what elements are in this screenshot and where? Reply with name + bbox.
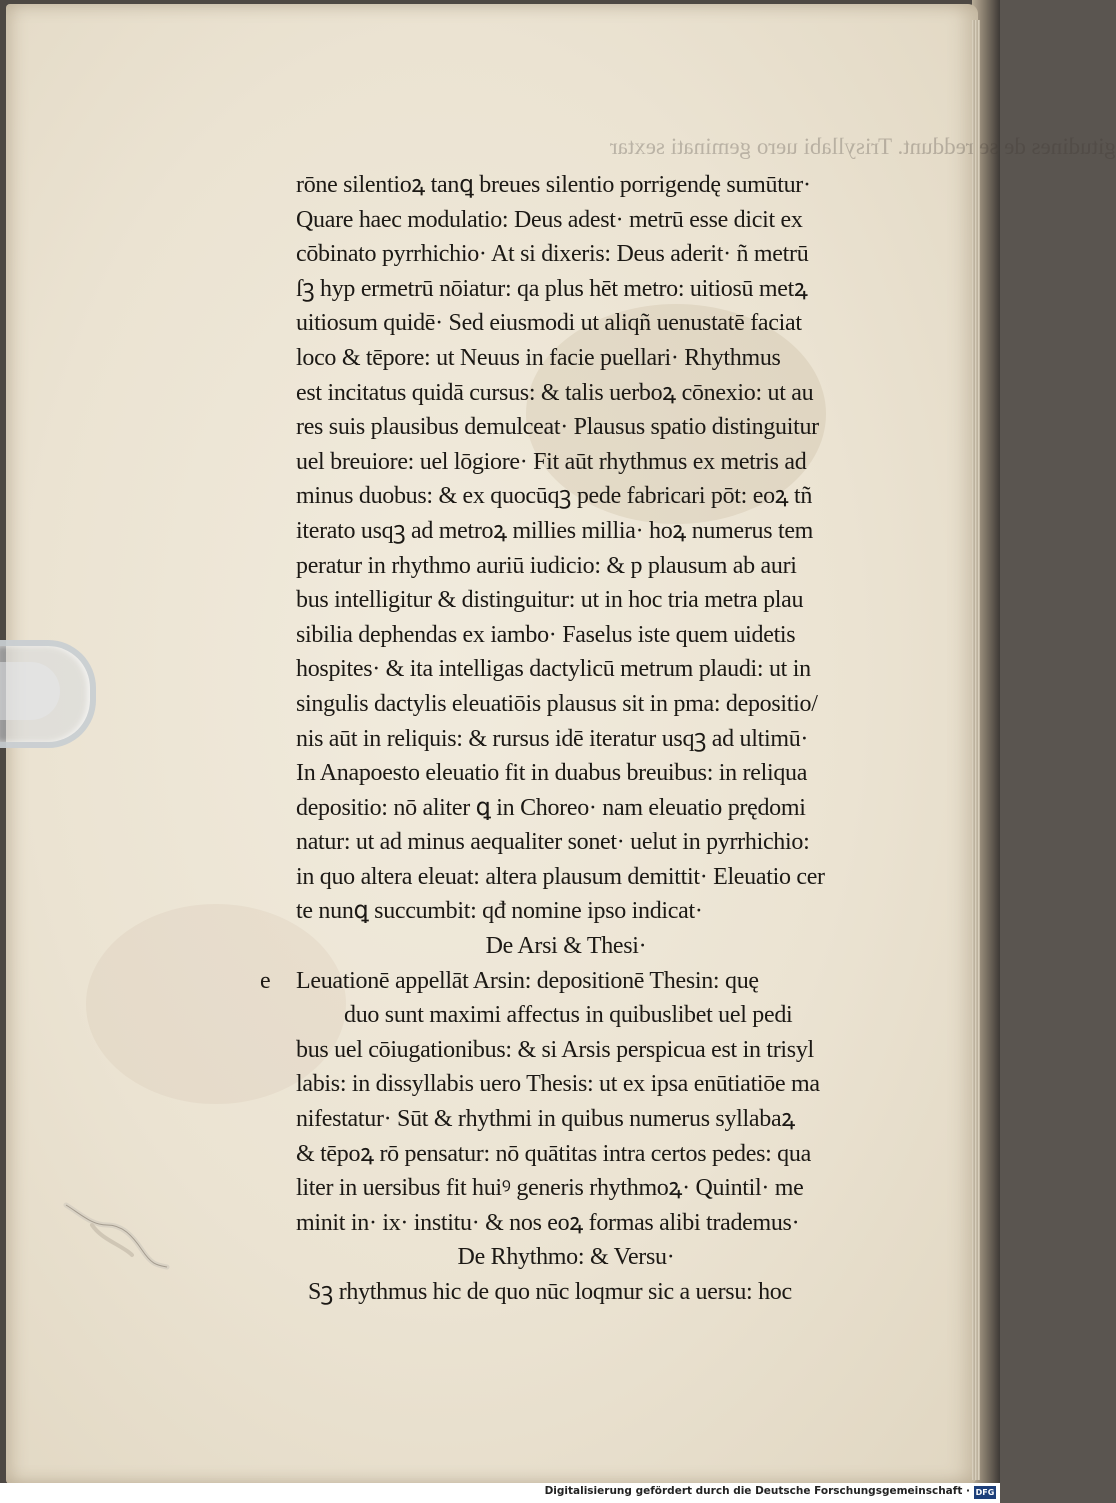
page-edge-strip [972,20,980,1480]
text-line-initial [0,964,916,999]
section-heading: De Rhythmo: & Versu· [457,1244,675,1271]
text-line: depositio: nō aliter ꝗ in Choreo· nam eleuatio prędomi [296,794,806,821]
text-line: nifestatur· Sūt & rhythmi in quibus numerus syllabaꝝ [296,1106,795,1133]
text-line: sibilia dephendas ex iambo· Faselus iste quem uidetis [296,621,796,648]
page-text [260,168,916,1310]
dfg-logo: DFG [975,1488,995,1497]
text-line: hospites· & ita intelligas dactylicū metrum plaudi: ut in [296,656,811,683]
text-line: & tēpoꝝ rō pensatur: nō quātitas intra certos pedes: qua [296,1140,811,1167]
text-line: bus intelligitur & distinguitur: ut in hoc tria metra plau [296,587,804,614]
text-line: bus uel cōiugationibus: & si Arsis perspicua est in trisyl [296,1036,814,1063]
footer-credit: Digitalisierung gefördert durch die Deutsche Forschungsgemeinschaft · [544,1485,970,1497]
initial-letter: e [260,967,271,994]
text-line: uitiosum quidē· Sed eiusmodi ut aliqñ uenustatē faciat [296,310,802,337]
text-line: res suis plausibus demulceat· Plausus spatio distinguitur [296,414,819,441]
text-line: Leuationē appellāt Arsin: depositionē Thesin: quę [296,967,759,994]
text-line: loco & tēpore: ut Neuus in facie puellari· Rhythmus [296,344,781,371]
text-line: duo sunt maximi affectus in quibuslibet uel pedi [344,1002,793,1029]
text-line: nis aūt in reliquis: & rursus idē iteratur usqꝫ ad ultimū· [296,725,809,752]
bleed-through-text: gitudines de se reddunt. Trisyllabi uero geminati sextar [610,134,1116,159]
text-line: minit in· ix· institu· & nos eoꝝ formas alibi trademus· [296,1209,800,1236]
text-line: Sꝫ rhythmus hic de quo nūc loqmur sic a uersu: hoc [308,1279,792,1305]
text-line: te nunꝗ succumbit: qđ nomine ipso indicat· [296,898,703,925]
text-line: natur: ut ad minus aequaliter sonet· uelut in pyrrhichio: [296,829,810,856]
text-line: cōbinato pyrrhichio· At si dixeris: Deus aderit· ñ metrū [296,241,809,268]
text-line: in quo altera eleuat: altera plausum demittit· Eleuatio cer [296,863,825,890]
text-line: minus duobus: & ex quocūqꝫ pede fabricari pōt: eoꝝ tñ [296,483,813,510]
section-heading: De Arsi & Thesi· [485,933,647,960]
text-line: Quare haec modulatio: Deus adest· metrū esse dicit ex [296,206,803,233]
text-line: singulis dactylis eleuatiōis plausus sit in pma: depositio/ [296,690,818,717]
text-line: rōne silentioꝝ tanꝗ breues silentio porrigendę sumūtur· [296,172,811,198]
text-line: est incitatus quidā cursus: & talis uerboꝝ cōnexio: ut au [296,379,814,406]
text-line: peratur in rhythmo auriū iudicio: & p plausum ab auri [296,552,797,579]
paper-damage-mark [62,1195,172,1275]
text-line: iterato usqꝫ ad metroꝝ millies millia· hoꝝ numerus tem [296,517,814,544]
text-line: labis: in dissyllabis uero Thesis: ut ex ipsa enūtiatiōe ma [296,1071,820,1098]
text-line: liter in uersibus fit huiꝰ generis rhythmoꝝ· Quintil· me [296,1175,804,1202]
footer-bar [0,1483,1000,1503]
text-line: ſꝫ hyp ermetrū nōiatur: qa plus hēt metro: uitiosū metꝝ [296,275,808,302]
page-clip-inner [0,662,60,720]
text-line: uel breuiore: uel lōgiore· Fit aūt rhythmus ex metris ad [296,448,807,475]
page-clip [0,640,96,748]
text-line: In Anapoesto eleuatio fit in duabus breuibus: in reliqua [296,760,808,787]
